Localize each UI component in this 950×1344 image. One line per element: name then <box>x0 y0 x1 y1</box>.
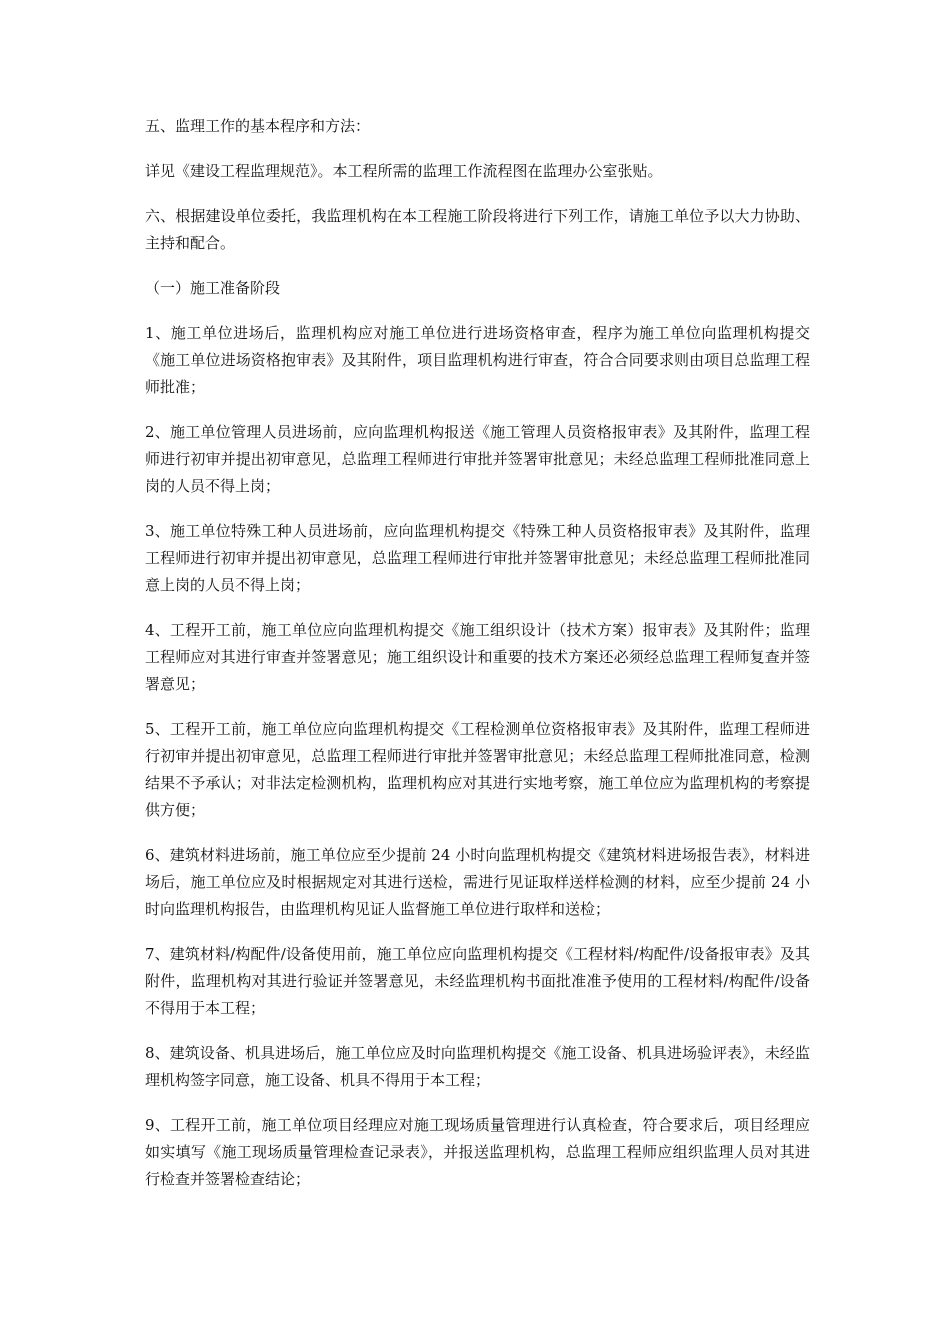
list-item-6: 6、建筑材料进场前，施工单位应至少提前 24 小时向监理机构提交《建筑材料进场报告表》，材料进场后，施工单位应及时根据规定对其进行送检，需进行见证取样送样检测的材料，应至少提前 24 小时向监理机构报告，由监理机构见证人监督施工单位进行取样和送检； <box>145 846 810 918</box>
section-heading-six: 六、根据建设单位委托，我监理机构在本工程施工阶段将进行下列工作，请施工单位予以大力协助、主持和配合。 <box>145 207 810 252</box>
list-item-1: 1、施工单位进场后，监理机构应对施工单位进行进场资格审查，程序为施工单位向监理机构提交《施工单位进场资格抱审表》及其附件，项目监理机构进行审查，符合合同要求则由项目总监理工程师批准； <box>145 324 810 396</box>
section-heading-five: 五、监理工作的基本程序和方法： <box>145 117 371 135</box>
list-item-5: 5、工程开工前，施工单位应向监理机构提交《工程检测单位资格报审表》及其附件，监理工程师进行初审并提出初审意见，总监理工程师进行审批并签署审批意见；未经总监理工程师批准同意，检测结果不予承认；对非法定检测机构，监理机构应对其进行实地考察，施工单位应为监理机构的考察提供方便； <box>145 720 810 819</box>
list-item-3: 3、施工单位特殊工种人员进场前，应向监理机构提交《特殊工种人员资格报审表》及其附件，监理工程师进行初审并提出初审意见，总监理工程师进行审批并签署审批意见；未经总监理工程师批准同意上岗的人员不得上岗； <box>145 522 810 594</box>
document-page <box>145 113 810 1211</box>
list-item-4: 4、工程开工前，施工单位应向监理机构提交《施工组织设计（技术方案）报审表》及其附件；监理工程师应对其进行审查并签署意见；施工组织设计和重要的技术方案还必须经总监理工程师复查并签署意见； <box>145 621 810 693</box>
list-item-8: 8、建筑设备、机具进场后，施工单位应及时向监理机构提交《施工设备、机具进场验评表》，未经监理机构签字同意，施工设备、机具不得用于本工程； <box>145 1044 810 1089</box>
subsection-heading-preparation: （一）施工准备阶段 <box>145 279 281 297</box>
list-item-9: 9、工程开工前，施工单位项目经理应对施工现场质量管理进行认真检查，符合要求后，项目经理应如实填写《施工现场质量管理检查记录表》，并报送监理机构，总监理工程师应组织监理人员对其进行检查并签署检查结论； <box>145 1116 810 1188</box>
list-item-2: 2、施工单位管理人员进场前，应向监理机构报送《施工管理人员资格报审表》及其附件，监理工程师进行初审并提出初审意见，总监理工程师进行审批并签署审批意见；未经总监理工程师批准同意上岗的人员不得上岗； <box>145 423 810 495</box>
list-item-7: 7、建筑材料/构配件/设备使用前，施工单位应向监理机构提交《工程材料/构配件/设备报审表》及其附件，监理机构对其进行验证并签署意见，未经监理机构书面批准准予使用的工程材料/构配件/设备不得用于本工程； <box>145 945 810 1017</box>
paragraph-reference: 详见《建设工程监理规范》。本工程所需的监理工作流程图在监理办公室张贴。 <box>145 162 663 180</box>
